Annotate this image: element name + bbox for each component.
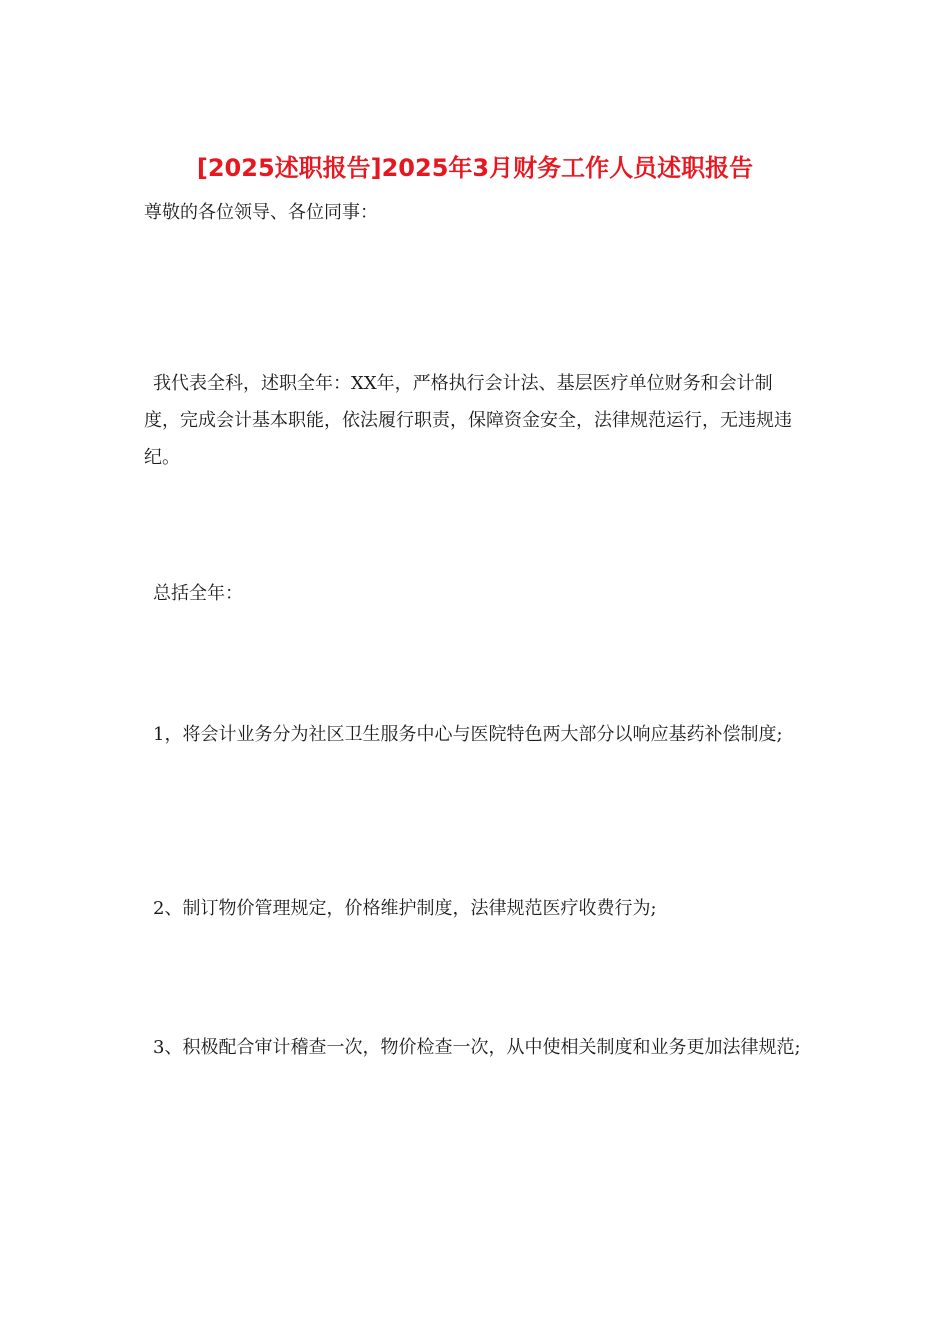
- greeting: 尊敬的各位领导、各位同事：: [144, 202, 378, 223]
- document-title: [2025述职报告]2025年3月财务工作人员述职报告: [196, 154, 754, 182]
- paragraph-summary: 我代表全科，述职全年：XX年，严格执行会计法、基层医疗单位财务和会计制度，完成会计基本职能，依法履行职责，保障资金安全，法律规范运行，无违规违纪。: [144, 373, 792, 468]
- list-item-1: 1，将会计业务分为社区卫生服务中心与医院特色两大部分以响应基药补偿制度;: [153, 724, 783, 745]
- list-item-2: 2、制订物价管理规定，价格维护制度，法律规范医疗收费行为;: [153, 898, 657, 919]
- list-item-3: 3、积极配合审计稽查一次，物价检查一次，从中使相关制度和业务更加法律规范;: [153, 1037, 801, 1058]
- paragraph-overview-heading: 总括全年：: [153, 583, 243, 604]
